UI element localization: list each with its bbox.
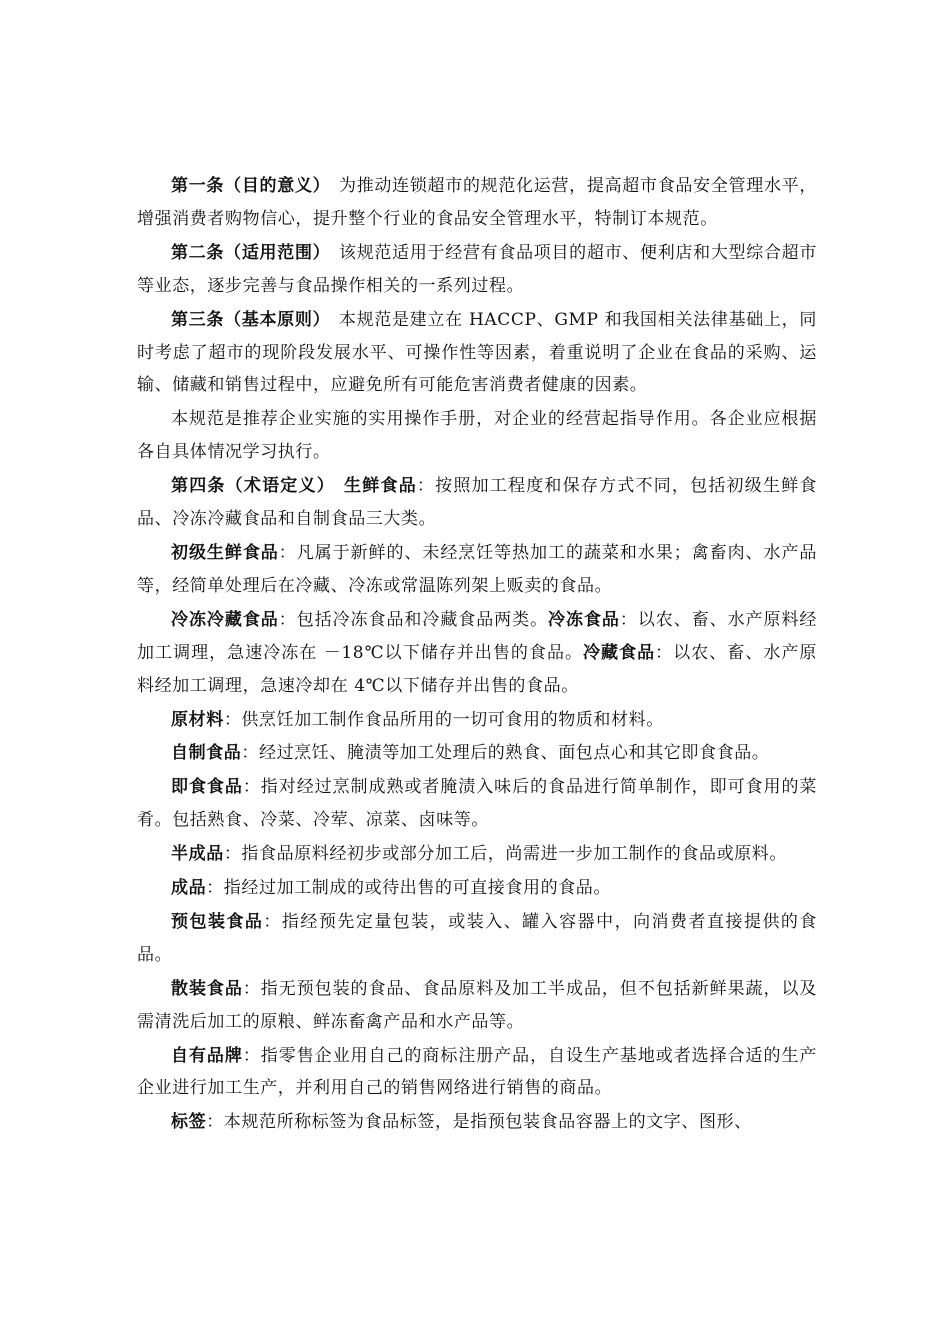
definition-text: ：按照加工程度和保存方式不同，包括初级生鲜食品、冷冻冷藏食品和自制食品三大类。 (137, 476, 818, 530)
article-heading: 第二条（适用范围） (171, 242, 331, 263)
principles-note (137, 403, 817, 469)
article-heading: 第三条（基本原则） (171, 309, 331, 330)
term-label: 即食食品 (171, 777, 243, 798)
paragraph-text: 本规范是推荐企业实施的实用操作手册，对企业的经营起指导作用。各企业应根据各自具体情况学习执行。 (137, 409, 817, 463)
definition-finished (137, 872, 817, 905)
term-label: 自制食品 (171, 743, 242, 764)
definition-text: ：指零售企业用自己的商标注册产品，自设生产基地或者选择合适的生产企业进行加工生产，并利用自己的销售网络进行销售的商品。 (137, 1045, 818, 1099)
article-principles (137, 304, 817, 403)
article-scope (137, 237, 817, 303)
definition-text: ：供烹饪加工制作食品所用的一切可食用的物质和材料。 (223, 709, 664, 730)
article-definitions (137, 470, 817, 536)
definition-text: ：指经预先定量包装，或装入、罐入容器中，向消费者直接提供的食品。 (137, 911, 818, 965)
definition-semi-finished (137, 838, 817, 871)
term-label: 半成品 (171, 844, 224, 865)
definition-text: ：本规范所称标签为食品标签，是指预包装食品容器上的文字、图形、 (206, 1112, 752, 1133)
term-label: 自有品牌 (171, 1045, 243, 1066)
term-chilled-food: 冷藏食品 (583, 642, 656, 663)
term-label: 标签 (171, 1112, 207, 1133)
definition-text: ：凡属于新鲜的、未经烹饪等热加工的蔬菜和水果；禽畜肉、水产品等，经简单处理后在冷藏、冷冻或常温陈列架上贩卖的食品。 (137, 542, 817, 596)
document-body (137, 170, 817, 1140)
definition-text: ：指无预包装的食品、食品原料及加工半成品，但不包括新鲜果蔬，以及需清洗后加工的原粮、鲜冻畜禽产品和水产品等。 (137, 978, 818, 1032)
definition-prepackaged (137, 906, 817, 972)
term-label: 预包装食品 (171, 911, 264, 932)
definition-text: ：指经过加工制成的或待出售的可直接食用的食品。 (206, 878, 612, 899)
article-heading: 第四条（术语定义） (171, 476, 335, 497)
article-heading: 第一条（目的意义） (171, 176, 331, 196)
term-label: 成品 (171, 878, 207, 899)
definition-bulk (137, 973, 817, 1039)
term-label: 散装食品 (171, 978, 243, 999)
definition-ready-to-eat (137, 771, 817, 837)
definition-private-label (137, 1040, 817, 1106)
term-frozen-food: 冷冻食品 (548, 609, 620, 630)
definition-text: ：指食品原料经初步或部分加工后，尚需进一步加工制作的食品或原料。 (223, 844, 788, 865)
term-label: 原材料 (171, 709, 224, 730)
term-label: 初级生鲜食品 (171, 542, 279, 563)
article-purpose (137, 170, 817, 236)
term-label: 冷冻冷藏食品 (171, 609, 279, 630)
definition-text: ：以农、畜、水产原料经加工调理，急速冷冻在 －18℃以下储存并出售的食品。 (137, 609, 818, 663)
term-fresh-food: 生鲜食品 (343, 476, 417, 497)
article-text: 该规范适用于经营有食品项目的超市、便利店和大型综合超市等业态，逐步完善与食品操作相关的一系列过程。 (137, 242, 817, 296)
definition-primary-fresh (137, 537, 817, 603)
definition-text: ：经过烹饪、腌渍等加工处理后的熟食、面包点心和其它即食食品。 (241, 743, 770, 764)
definition-self-made (137, 737, 817, 770)
definition-raw-materials (137, 704, 817, 737)
article-text: 为推动连锁超市的规范化运营，提高超市食品安全管理水平，增强消费者购物信心，提升整个行业的食品安全管理水平，特制订本规范。 (137, 176, 817, 229)
definition-text: ：包括冷冻食品和冷藏食品两类。 (278, 609, 549, 630)
definition-label (137, 1106, 817, 1139)
definition-text: ：以农、畜、水产原料经加工调理，急速冷却在 4℃以下储存并出售的食品。 (137, 642, 818, 696)
definition-text: ：指对经过烹制成熟或者腌渍入味后的食品进行简单制作，即可食用的菜肴。包括熟食、冷菜、冷荤、凉菜、卤味等。 (137, 777, 818, 831)
definition-frozen-chilled (137, 604, 817, 703)
article-text: 本规范是建立在 HACCP、GMP 和我国相关法律基础上，同时考虑了超市的现阶段发展水平、可操作性等因素，着重说明了企业在食品的采购、运输、储藏和销售过程中，应避免所有可能危害消费者健康的因素。 (137, 309, 817, 396)
